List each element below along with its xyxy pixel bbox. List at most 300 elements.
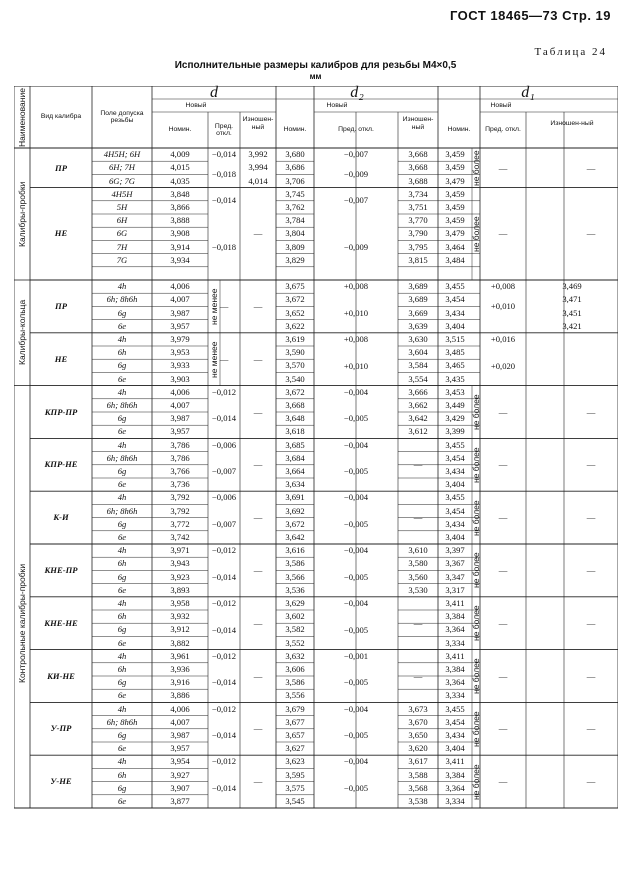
column-header-name: Наименование (17, 87, 27, 147)
d2-worn: 3,584 (408, 360, 428, 371)
d2-nominal: 3,586 (285, 558, 305, 569)
note-ne-bolee: не более (471, 552, 481, 589)
d2-pred-value: −0,005 (343, 518, 369, 529)
d1-worn: 3,469 (562, 281, 582, 292)
d2-nominal: 3,745 (285, 188, 305, 199)
note-ne-bolee: не более (471, 658, 481, 694)
d2-nominal: 3,668 (285, 400, 305, 411)
d-nominal: 4,007 (170, 400, 190, 411)
tolerance-field: 4H5H; 6H (103, 149, 141, 160)
d-nominal: 4,007 (170, 716, 190, 727)
column-header-nom: Номин. (283, 126, 307, 134)
d2-nominal: 3,623 (285, 756, 305, 767)
column-header-pred: Пред. откл. (485, 126, 521, 134)
d2-nominal: 3,652 (285, 307, 305, 318)
d-nominal: 3,736 (170, 479, 190, 490)
d1-nominal: 3,399 (445, 426, 465, 437)
d1-nominal: 3,485 (445, 347, 465, 358)
tolerance-field: 6e (117, 743, 127, 754)
d2-pred-value: +0,008 (343, 281, 369, 292)
d-nominal: 3,936 (170, 664, 190, 675)
d2-nominal: 3,632 (285, 650, 305, 661)
d2-pred-value: −0,004 (343, 492, 369, 503)
d2-nominal: 3,595 (285, 769, 305, 780)
d2-nominal: 3,679 (285, 703, 305, 714)
d2-nominal: 3,575 (285, 782, 305, 793)
d1-nominal: 3,397 (445, 545, 465, 556)
d2-nominal: 3,590 (285, 347, 305, 358)
d-pred-value: −0,014 (211, 624, 237, 635)
d2-nominal: 3,566 (285, 571, 305, 582)
d2-worn: 3,689 (408, 294, 428, 305)
d2-worn: 3,538 (408, 796, 428, 807)
d1-worn-dash: — (586, 670, 596, 681)
tolerance-field: 6g (117, 466, 127, 477)
tolerance-field: 6H; 7H (108, 162, 136, 173)
d2-worn: 3,639 (408, 320, 428, 331)
gauge-kind: КНЕ-НЕ (44, 617, 78, 628)
d1-nominal: 3,384 (445, 611, 465, 622)
d1-nominal: 3,455 (445, 281, 465, 292)
d1-nominal: 3,364 (445, 677, 465, 688)
d1-nominal: 3,404 (445, 532, 465, 543)
d-pred-value: −0,007 (211, 518, 237, 529)
d2-nominal: 3,657 (285, 730, 305, 741)
d-pred-value: −0,014 (211, 413, 237, 424)
d2-nominal: 3,692 (285, 505, 305, 516)
tolerance-field: 4h (117, 439, 127, 450)
d1-pred-dash: — (498, 406, 508, 417)
d2-nominal: 3,556 (285, 690, 305, 701)
gauge-kind: КИ-НЕ (47, 670, 75, 681)
tolerance-field: 7H (116, 241, 128, 252)
d2-worn-dash: — (413, 670, 423, 681)
tolerance-field: 6e (117, 373, 127, 384)
d2-worn: 3,669 (408, 307, 428, 318)
d-nominal: 3,772 (170, 518, 190, 529)
note-ne-bolee: не более (471, 150, 481, 186)
column-header-nom: Номин. (168, 126, 192, 134)
d1-nominal: 3,449 (445, 400, 465, 411)
d-nominal: 3,961 (170, 650, 190, 661)
d2-worn: 3,610 (408, 545, 428, 556)
d1-worn-dash: — (586, 228, 596, 239)
d-worn-dash: — (253, 565, 263, 576)
d1-nominal: 3,465 (445, 360, 465, 371)
tolerance-field: 6e (117, 532, 127, 543)
d2-worn: 3,530 (408, 584, 428, 595)
d2-pred-value: −0,005 (343, 730, 369, 741)
d2-nominal: 3,691 (285, 492, 305, 503)
d1-nominal: 3,479 (445, 175, 465, 186)
d2-worn: 3,617 (408, 756, 428, 767)
d-pred-value: −0,014 (211, 149, 237, 160)
d1-pred-dash: — (498, 459, 508, 470)
d-nominal: 4,007 (170, 294, 190, 305)
group-label: Калибры-кольца (17, 300, 27, 366)
d-nominal: 3,987 (170, 730, 190, 741)
d-pred-value: −0,012 (211, 756, 237, 767)
column-header-worn: Изношен-ный (242, 116, 274, 131)
gauge-dimensions-table (14, 83, 618, 856)
d1-worn-dash: — (586, 459, 596, 470)
d2-pred-value: −0,004 (343, 439, 369, 450)
tolerance-field: 6g (117, 677, 127, 688)
d-pred-value: −0,014 (211, 782, 237, 793)
d-nominal: 3,912 (170, 624, 190, 635)
tolerance-field: 6H (116, 215, 128, 226)
d-nominal: 3,971 (170, 545, 190, 556)
d-nominal: 3,958 (170, 598, 190, 609)
d-pred-value: −0,014 (211, 571, 237, 582)
d2-pred-value: −0,005 (343, 466, 369, 477)
d1-nominal: 3,367 (445, 558, 465, 569)
gauge-kind: У-ПР (50, 723, 72, 734)
tolerance-field: 4h (117, 281, 127, 292)
d1-nominal: 3,464 (445, 241, 465, 252)
note-ne-menee: не менее (209, 288, 219, 325)
gauge-kind: У-НЕ (50, 776, 72, 787)
unit-label: мм (309, 72, 322, 81)
d2-pred-value: −0,004 (343, 703, 369, 714)
d1-nominal: 3,455 (445, 439, 465, 450)
tolerance-field: 6g (117, 307, 127, 318)
d2-pred-value: −0,005 (343, 413, 369, 424)
d2-worn: 3,612 (408, 426, 428, 437)
d1-nominal: 3,454 (445, 716, 465, 727)
tolerance-field: 4h (117, 650, 127, 661)
d2-pred-value: −0,009 (343, 241, 369, 252)
d2-worn: 3,688 (408, 175, 428, 186)
d1-worn-dash: — (586, 512, 596, 523)
d-worn-dash: — (253, 617, 263, 628)
d1-nominal: 3,364 (445, 624, 465, 635)
tolerance-field: 6h; 8h6h (106, 505, 138, 516)
d2-worn: 3,620 (408, 743, 428, 754)
d2-nominal: 3,672 (285, 294, 305, 305)
d-nominal: 3,987 (170, 307, 190, 318)
d2-nominal: 3,602 (285, 611, 305, 622)
d1-nominal: 3,479 (445, 228, 465, 239)
d-worn-dash: — (253, 406, 263, 417)
column-header-d1: d₁ (521, 83, 535, 101)
d1-nominal: 3,317 (445, 584, 465, 595)
d-nominal: 3,957 (170, 743, 190, 754)
d1-nominal: 3,364 (445, 782, 465, 793)
d1-worn-dash: — (586, 406, 596, 417)
d-worn: 3,992 (248, 149, 268, 160)
d-nominal: 3,888 (170, 215, 190, 226)
tolerance-field: 6h (117, 611, 127, 622)
d-nominal: 3,882 (170, 637, 190, 648)
gauge-kind: ПР (55, 301, 67, 312)
d2-nominal: 3,536 (285, 584, 305, 595)
column-header-d: d (210, 83, 218, 101)
d2-worn: 3,668 (408, 149, 428, 160)
d-pred-value: −0,018 (211, 241, 237, 252)
d2-nominal: 3,642 (285, 532, 305, 543)
d2-nominal: 3,804 (285, 228, 305, 239)
tolerance-field: 6e (117, 637, 127, 648)
gauge-kind: К-И (53, 512, 69, 523)
note-ne-bolee: не более (471, 711, 481, 747)
gauge-kind: КНЕ-ПР (44, 565, 78, 576)
d2-nominal: 3,570 (285, 360, 305, 371)
d1-pred-dash: — (498, 776, 508, 787)
d1-pred-dash: — (498, 512, 508, 523)
d1-pred-dash: — (498, 617, 508, 628)
d2-worn: 3,588 (408, 769, 428, 780)
d-nominal: 4,006 (170, 281, 190, 292)
d-nominal: 4,009 (170, 149, 190, 160)
d1-nominal: 3,384 (445, 769, 465, 780)
d1-worn-dash: — (586, 776, 596, 787)
d2-worn: 3,630 (408, 334, 428, 345)
tolerance-field: 6h (117, 664, 127, 675)
d1-worn: 3,471 (562, 294, 582, 305)
d-nominal: 3,786 (170, 452, 190, 463)
d2-worn: 3,673 (408, 703, 428, 714)
d1-nominal: 3,434 (445, 730, 465, 741)
d2-nominal: 3,582 (285, 624, 305, 635)
d-worn-dash: — (253, 776, 263, 787)
d1-worn: 3,451 (562, 307, 582, 318)
d1-nominal: 3,454 (445, 452, 465, 463)
d-pred-value: −0,018 (211, 169, 237, 180)
d2-nominal: 3,706 (285, 175, 305, 186)
d2-nominal: 3,634 (285, 479, 305, 490)
group-label: Контрольные калибры-пробки (17, 563, 27, 683)
d1-nominal: 3,459 (445, 215, 465, 226)
tolerance-field: 6g (117, 518, 127, 529)
note-ne-bolee: не более (471, 499, 481, 536)
column-header-d2: d₂ (350, 83, 364, 101)
d1-nominal: 3,453 (445, 386, 465, 397)
d1-pred-dash: — (498, 228, 508, 239)
tolerance-field: 6h (117, 558, 127, 569)
tolerance-field: 6g (117, 730, 127, 741)
d2-worn: 3,689 (408, 281, 428, 292)
d1-pred-value: +0,010 (490, 301, 516, 312)
d1-nominal (438, 267, 472, 280)
tolerance-field: 6e (117, 426, 127, 437)
d2-worn-dash: — (413, 512, 423, 523)
d-pred-value: −0,006 (211, 439, 237, 450)
column-header-new: Новый (490, 101, 512, 109)
d1-pred-dash: — (498, 723, 508, 734)
tolerance-field: 6h; 8h6h (106, 294, 138, 305)
d-pred-value: −0,014 (211, 195, 237, 206)
column-header-nom: Номин. (447, 126, 471, 134)
d1-nominal: 3,434 (445, 518, 465, 529)
d-nominal: 3,934 (170, 254, 190, 265)
d-worn: 4,014 (248, 175, 268, 186)
d-worn-dash: — (253, 301, 263, 312)
tolerance-field: 6e (117, 690, 127, 701)
tolerance-field: 7G (116, 254, 128, 265)
d-nominal: 4,015 (170, 162, 190, 173)
column-header-field: Поле допуска резьбы (100, 109, 144, 124)
d-nominal: 3,927 (170, 769, 190, 780)
d1-pred-value: +0,008 (490, 281, 516, 292)
d2-pred-value: −0,004 (343, 598, 369, 609)
d1-nominal: 3,404 (445, 320, 465, 331)
column-header-new: Новый (185, 101, 207, 109)
d-pred-value: −0,014 (211, 677, 237, 688)
d-worn-dash: — (253, 228, 263, 239)
d-worn-dash: — (253, 353, 263, 364)
d-nominal: 3,908 (170, 228, 190, 239)
table-caption: Исполнительные размеры калибров для резьбы М4×0,5 (174, 60, 457, 71)
d2-nominal: 3,829 (285, 254, 305, 265)
d1-pred-dash: — (498, 162, 508, 173)
d2-pred-value: +0,010 (343, 307, 369, 318)
d1-worn-dash: — (586, 617, 596, 628)
d-pred-value: −0,006 (211, 492, 237, 503)
tolerance-field: 6e (117, 479, 127, 490)
note-ne-bolee: не более (471, 447, 481, 483)
d2-worn: 3,734 (408, 188, 428, 199)
d2-worn: 3,560 (408, 571, 428, 582)
d1-nominal: 3,434 (445, 466, 465, 477)
d2-worn: 3,770 (408, 215, 428, 226)
tolerance-field: 6h (117, 769, 127, 780)
d-nominal: 4,035 (170, 175, 190, 186)
column-header-worn: Изношен-ный (402, 116, 434, 131)
d-pred-value: −0,012 (211, 703, 237, 714)
d1-nominal: 3,404 (445, 743, 465, 754)
d-nominal: 3,916 (170, 677, 190, 688)
d1-nominal: 3,459 (445, 149, 465, 160)
d-nominal: 3,848 (170, 188, 190, 199)
d-pred-value: — (219, 301, 229, 312)
d1-nominal: 3,459 (445, 202, 465, 213)
d2-worn: 3,668 (408, 162, 428, 173)
d2-nominal: 3,684 (285, 452, 305, 463)
d2-pred-value: −0,005 (343, 571, 369, 582)
column-header-worn: Изношен-ный (550, 119, 594, 127)
d2-worn: 3,650 (408, 730, 428, 741)
d-worn-dash: — (253, 459, 263, 470)
tolerance-field: 6G (116, 228, 128, 239)
d2-nominal: 3,627 (285, 743, 305, 754)
d-nominal: 3,954 (170, 756, 190, 767)
d2-worn-dash: — (413, 617, 423, 628)
d2-pred-value: −0,009 (343, 169, 369, 180)
tolerance-field: 6G; 7G (108, 175, 136, 186)
d2-worn: 3,642 (408, 413, 428, 424)
d-nominal: 3,877 (170, 796, 190, 807)
d2-nominal: 3,622 (285, 320, 305, 331)
tolerance-field: 4h (117, 386, 127, 397)
d1-nominal: 3,334 (445, 637, 465, 648)
d2-pred-value: −0,004 (343, 545, 369, 556)
tolerance-field: 6e (117, 796, 127, 807)
column-header-kind: Вид калибра (40, 113, 82, 121)
d2-nominal: 3,540 (285, 373, 305, 384)
d2-nominal: 3,606 (285, 664, 305, 675)
note-ne-bolee: не более (471, 394, 481, 430)
d2-pred-value: −0,005 (343, 624, 369, 635)
d-nominal: 3,766 (170, 466, 190, 477)
d-worn-dash: — (253, 512, 263, 523)
d2-worn: 3,670 (408, 716, 428, 727)
d1-pred-value: +0,016 (490, 334, 516, 345)
tolerance-field (92, 267, 152, 280)
note-ne-menee: не менее (209, 341, 219, 378)
d1-nominal: 3,455 (445, 492, 465, 503)
d2-pred-value: +0,010 (343, 360, 369, 371)
tolerance-field: 6g (117, 413, 127, 424)
d2-nominal: 3,586 (285, 677, 305, 688)
d-pred-value: −0,012 (211, 386, 237, 397)
d2-nominal: 3,616 (285, 545, 305, 556)
d1-worn-dash: — (586, 723, 596, 734)
d2-pred-value: −0,001 (343, 650, 369, 661)
d2-pred-value: +0,008 (343, 334, 369, 345)
d-nominal: 3,979 (170, 334, 190, 345)
table-label: Таблица 24 (534, 46, 607, 58)
d1-nominal: 3,455 (445, 703, 465, 714)
tolerance-field: 5H (116, 202, 128, 213)
d2-nominal: 3,677 (285, 716, 305, 727)
d2-worn-dash: — (413, 459, 423, 470)
d2-pred-value: −0,007 (343, 195, 369, 206)
d2-pred-value: −0,004 (343, 756, 369, 767)
d2-nominal: 3,784 (285, 215, 305, 226)
d2-nominal: 3,686 (285, 162, 305, 173)
d2-nominal: 3,672 (285, 386, 305, 397)
d1-nominal: 3,484 (445, 254, 465, 265)
d2-nominal: 3,680 (285, 149, 305, 160)
d2-nominal: 3,619 (285, 334, 305, 345)
d2-nominal: 3,762 (285, 202, 305, 213)
column-header-new: Новый (326, 101, 348, 109)
tolerance-field: 6e (117, 320, 127, 331)
tolerance-field: 4h (117, 492, 127, 503)
d-nominal: 3,957 (170, 320, 190, 331)
d-pred-value: −0,012 (211, 545, 237, 556)
tolerance-field: 4h (117, 545, 127, 556)
d1-worn-dash: — (586, 162, 596, 173)
d1-nominal: 3,411 (445, 650, 465, 661)
d1-nominal: 3,334 (445, 796, 465, 807)
d2-nominal: 3,618 (285, 426, 305, 437)
d1-nominal: 3,347 (445, 571, 465, 582)
d1-nominal: 3,429 (445, 413, 465, 424)
d-nominal: 3,866 (170, 202, 190, 213)
d2-pred-value: −0,005 (343, 677, 369, 688)
d2-worn: 3,795 (408, 241, 428, 252)
d2-nominal: 3,672 (285, 518, 305, 529)
d1-nominal: 3,434 (445, 307, 465, 318)
d2-worn: 3,815 (408, 254, 428, 265)
d1-nominal: 3,404 (445, 479, 465, 490)
d2-nominal: 3,629 (285, 598, 305, 609)
d2-worn: 3,554 (408, 373, 428, 384)
d-nominal: 3,933 (170, 360, 190, 371)
tolerance-field: 4h (117, 334, 127, 345)
d-nominal: 3,907 (170, 782, 190, 793)
d-pred-value: — (219, 353, 229, 364)
d-nominal: 3,943 (170, 558, 190, 569)
tolerance-field: 6e (117, 584, 127, 595)
d2-nominal (276, 267, 314, 280)
d2-nominal: 3,552 (285, 637, 305, 648)
d2-worn: 3,662 (408, 400, 428, 411)
d-nominal (152, 267, 208, 280)
d1-nominal: 3,435 (445, 373, 465, 384)
